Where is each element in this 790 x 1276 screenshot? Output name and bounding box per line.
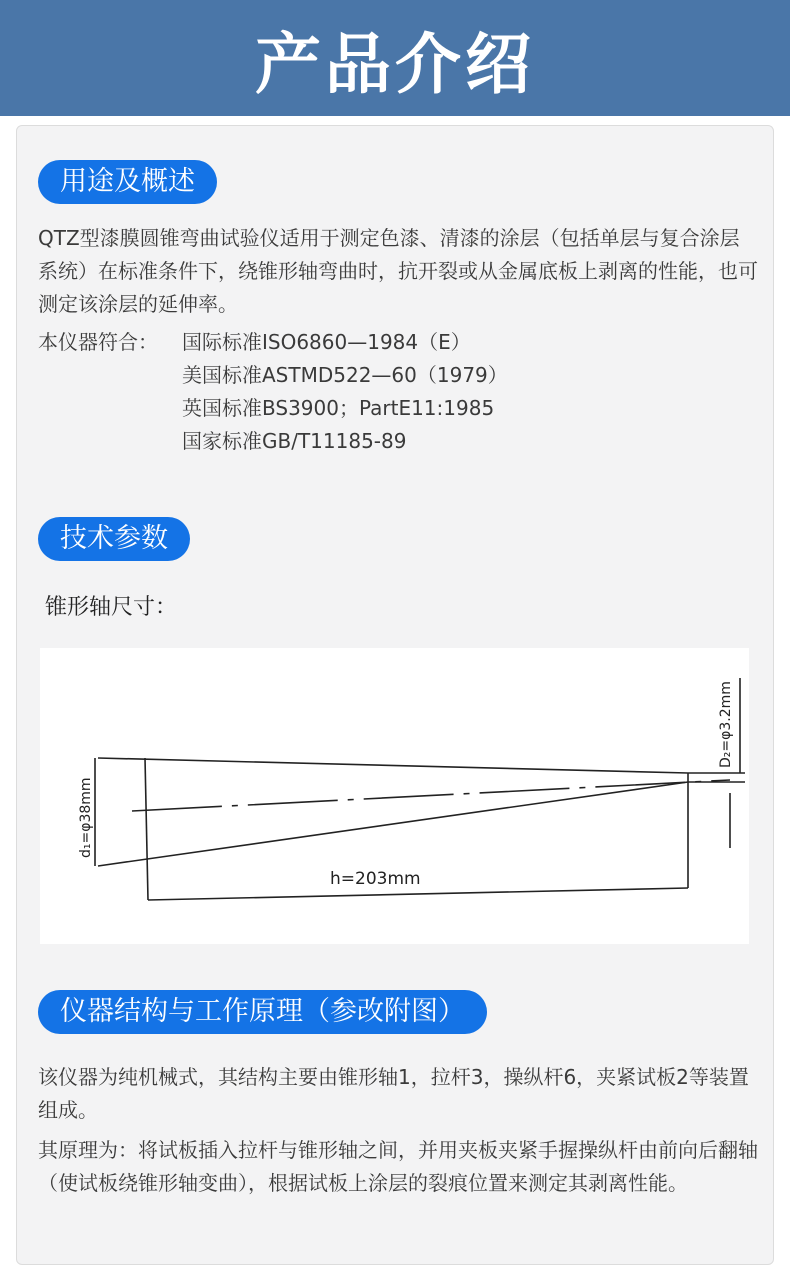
usage-description: QTZ型漆膜圆锥弯曲试验仪适用于测定色漆、清漆的涂层（包括单层与复合涂层系统）在标准条件下，绕锥形轴弯曲时，抗开裂或从金属底板上剥离的性能，也可测定该涂层的延伸率。 [38,226,758,316]
section-title-principle: 仪器结构与工作原理（参改附图） [38,990,487,1034]
standard-item-gb: 国家标准GB/T11185-89 [182,429,407,453]
page-header [0,0,790,116]
h-dim-line [148,888,688,900]
standard-item-bs: 英国标准BS3900；PartE11:1985 [182,396,495,420]
cone-top-edge [98,758,688,773]
cone-left-end [145,758,148,900]
page-title: 产品介绍 [255,25,535,103]
principle-paragraph-2: 其原理为：将试板插入拉杆与锥形轴之间，并用夹板夹紧手握操纵杆由前向后翻轴（使试板绕锥形轴变曲），根据试板上涂层的裂痕位置来测定其剥离性能。 [38,1138,758,1195]
h-label: h=203mm [330,869,421,889]
standards-label: 本仪器符合： [38,330,158,354]
section-title-usage: 用途及概述 [38,160,217,204]
center-line [132,780,730,811]
principle-paragraph-1: 该仪器为纯机械式，其结构主要由锥形轴1，拉杆3，操纵杆6，夹紧试板2等装置组成。 [38,1065,749,1122]
cone-bottom-edge [98,782,688,866]
mandrel-drawing [40,648,749,944]
standard-item-iso: 国际标准ISO6860—1984（E） [182,330,471,354]
d1-label: d₁=φ38mm [78,777,94,858]
standard-item-astm: 美国标准ASTMD522—60（1979） [182,363,508,387]
section-title-specs: 技术参数 [38,517,190,561]
mandrel-size-label: 锥形轴尺寸： [45,595,178,620]
conical-mandrel-diagram [40,648,749,944]
d2-label: D₂=φ3.2mm [718,681,734,768]
